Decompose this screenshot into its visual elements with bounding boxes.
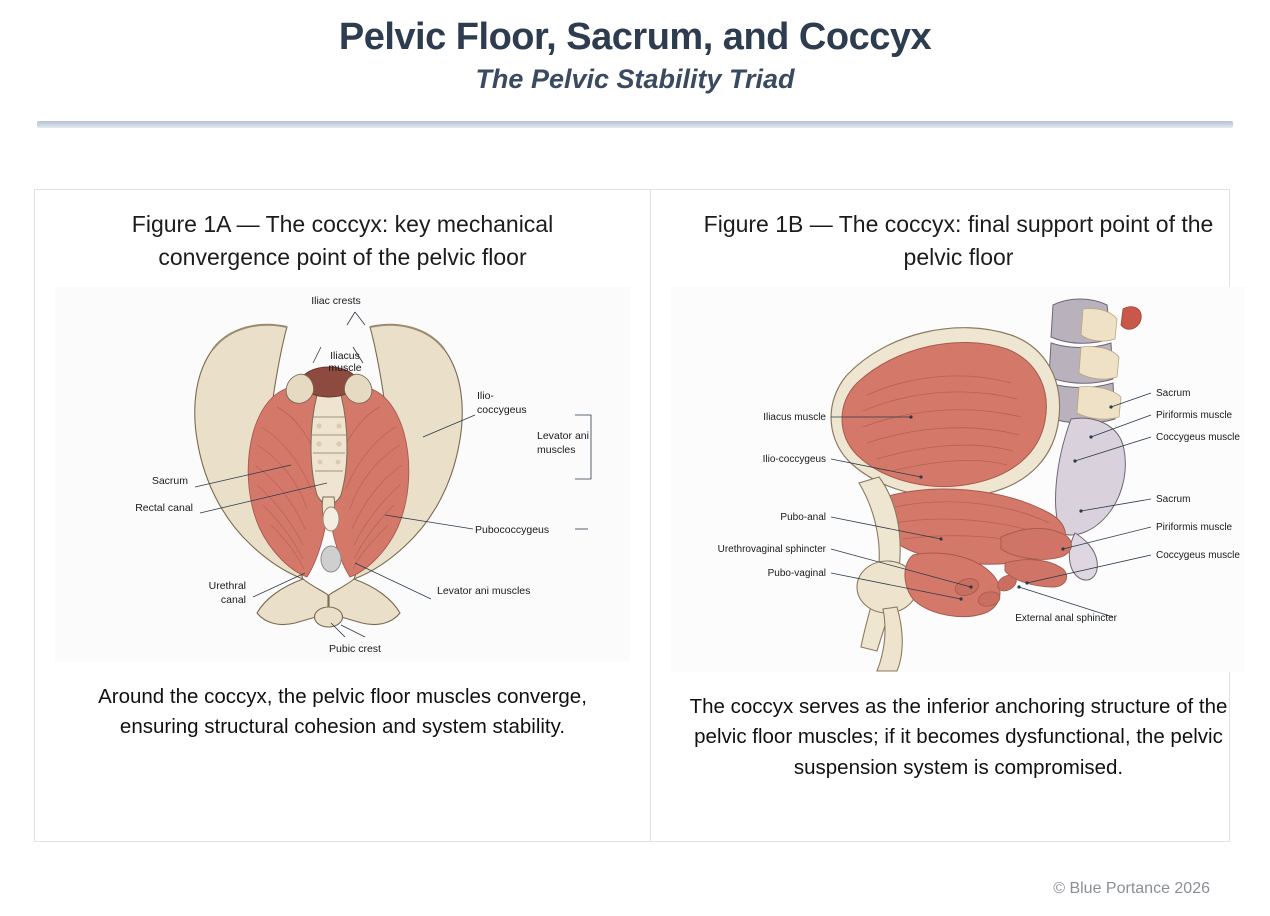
svg-text:muscles: muscles xyxy=(537,443,576,456)
copyright-footer: © Blue Portance 2026 xyxy=(1053,880,1210,897)
panel-figure-1b xyxy=(651,190,1266,841)
svg-text:Pubic crest: Pubic crest xyxy=(329,642,381,655)
svg-text:Sacrum: Sacrum xyxy=(151,474,188,487)
svg-text:Sacrum: Sacrum xyxy=(1156,387,1191,399)
svg-text:Ilio-coccygeus: Ilio-coccygeus xyxy=(762,453,826,465)
panel-figure-1a xyxy=(35,190,651,841)
svg-text:Urethral: Urethral xyxy=(208,579,246,592)
pelvic-floor-superior-illustration xyxy=(55,287,630,662)
svg-text:canal: canal xyxy=(220,593,246,606)
svg-text:Rectal canal: Rectal canal xyxy=(135,501,193,514)
svg-text:Coccygeus muscle: Coccygeus muscle xyxy=(1156,431,1240,443)
svg-text:Sacrum: Sacrum xyxy=(1156,493,1191,505)
page-subtitle: The Pelvic Stability Triad xyxy=(475,63,795,94)
figure-panels xyxy=(34,189,1240,842)
svg-text:Levator ani: Levator ani xyxy=(537,429,589,442)
svg-text:Iliacus muscle: Iliacus muscle xyxy=(763,411,826,423)
svg-text:External anal sphincter: External anal sphincter xyxy=(1015,612,1117,624)
figure-1a-caption: Around the coccyx, the pelvic floor muscles converge, ensuring structural cohesion and system stability. xyxy=(98,684,587,739)
svg-text:Piriformis muscle: Piriformis muscle xyxy=(1156,409,1233,421)
svg-text:muscle: muscle xyxy=(328,361,362,374)
figure-1b-title: Figure 1B — The coccyx: final support point of the pelvic floor xyxy=(703,211,1214,271)
page-title: Pelvic Floor, Sacrum, and Coccyx xyxy=(338,16,932,58)
figure-1a-title: Figure 1A — The coccyx: key mechanical convergence point of the pelvic floor xyxy=(131,211,554,271)
figure-1a-image xyxy=(55,287,630,662)
svg-text:Urethrovaginal sphincter: Urethrovaginal sphincter xyxy=(717,543,826,555)
svg-text:Pubo-vaginal: Pubo-vaginal xyxy=(767,567,826,579)
svg-text:coccygeus: coccygeus xyxy=(477,403,527,416)
svg-text:Levator ani muscles: Levator ani muscles xyxy=(437,584,531,597)
svg-text:Pubococcygeus: Pubococcygeus xyxy=(475,523,550,536)
figure-1b-caption: The coccyx serves as the inferior anchoring structure of the pelvic floor muscles; if it becomes dysfunctional, the pelvic suspension system is compromised. xyxy=(689,694,1228,780)
svg-text:Ilio-: Ilio- xyxy=(477,389,494,402)
svg-text:Piriformis muscle: Piriformis muscle xyxy=(1156,521,1233,533)
svg-text:Iliacus: Iliacus xyxy=(330,349,360,362)
figure-1b-image xyxy=(671,287,1246,672)
pelvic-floor-lateral-illustration xyxy=(671,287,1246,672)
label-iliac-crests: Iliac crests xyxy=(311,294,361,307)
header-divider xyxy=(37,121,1233,128)
svg-text:Pubo-anal: Pubo-anal xyxy=(780,511,826,523)
svg-text:Coccygeus muscle: Coccygeus muscle xyxy=(1156,549,1240,561)
